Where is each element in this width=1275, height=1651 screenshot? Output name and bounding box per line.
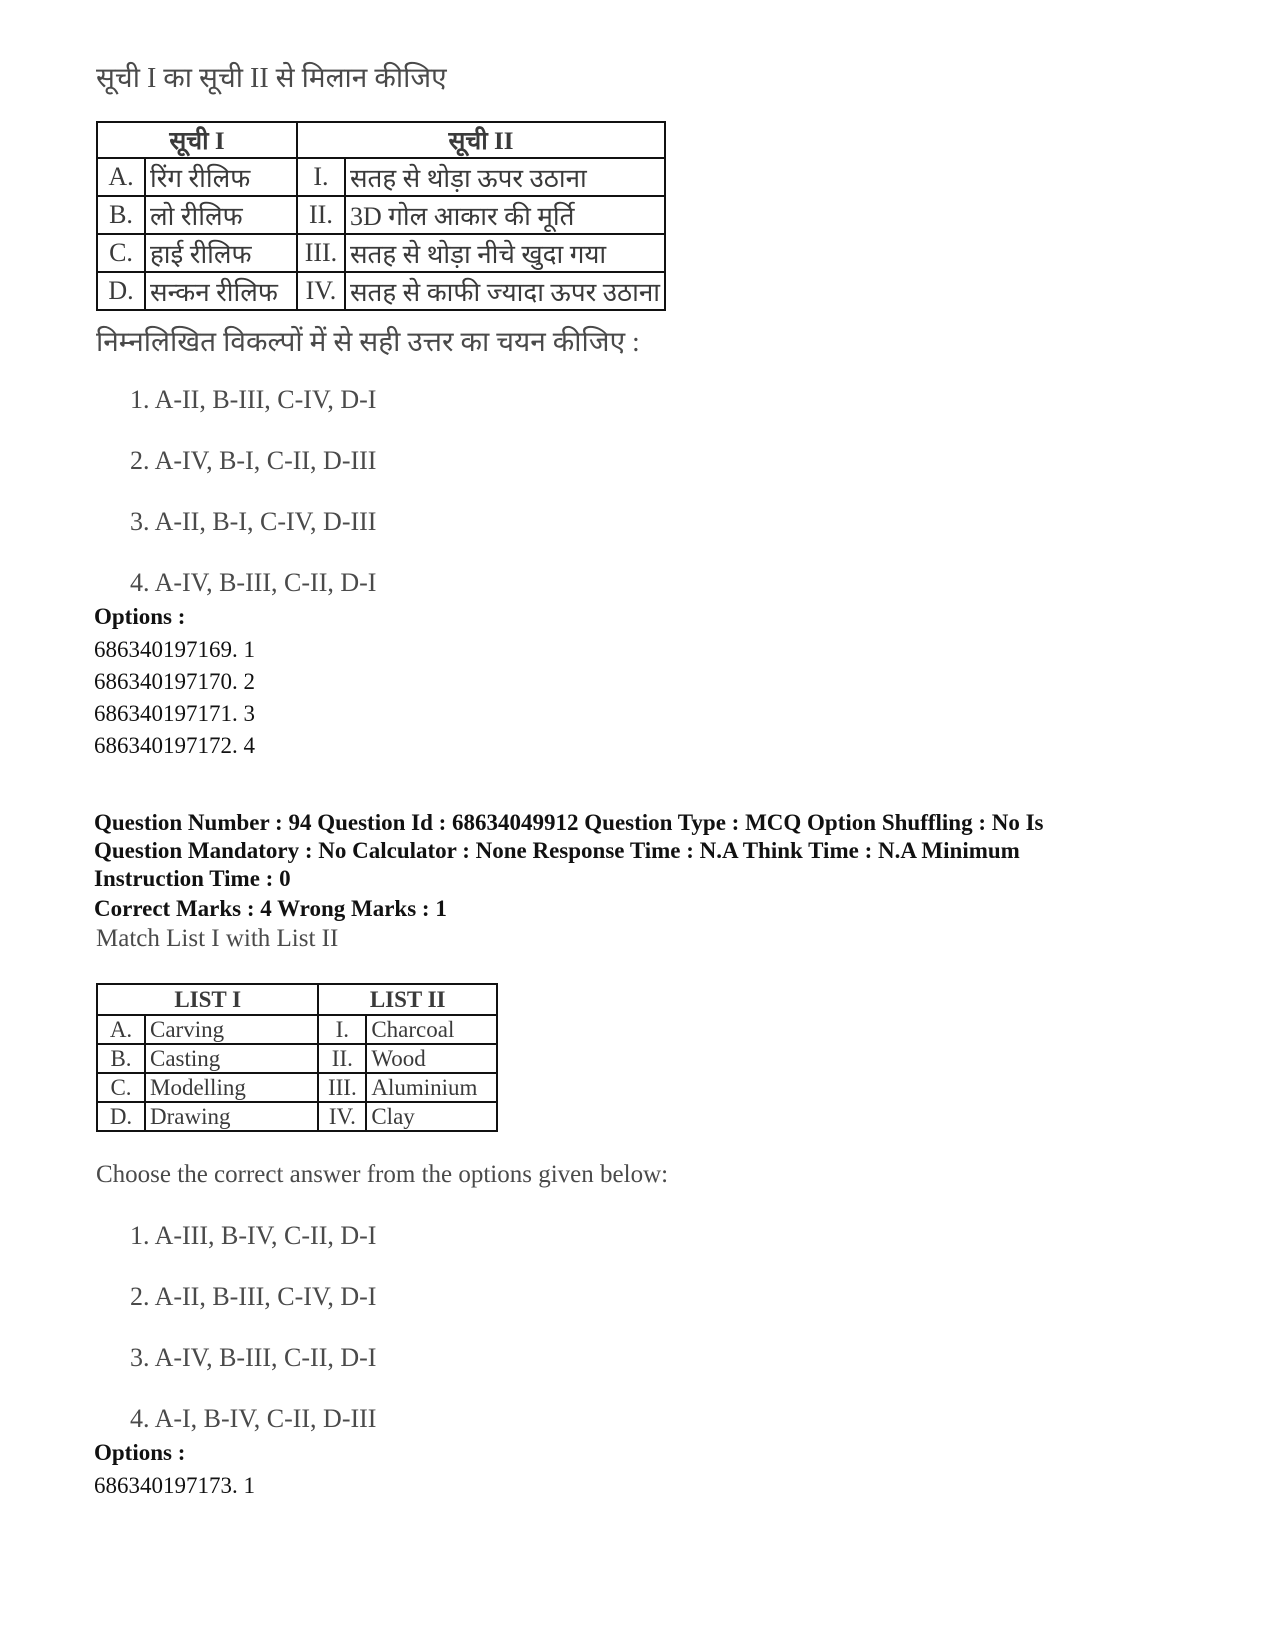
row-roman: IV. <box>297 272 345 310</box>
q93-match-table <box>96 121 666 311</box>
q93-options-label: Options : <box>94 604 186 629</box>
q93-header-list2: सूची II <box>297 122 665 158</box>
list1-cell: लो रीलिफ <box>145 196 297 234</box>
list1-cell: सन्कन रीलिफ <box>145 272 297 310</box>
q94-instruction: Match List I with List II <box>96 925 339 952</box>
q93-option-id-3: 686340197171. 3 <box>94 701 255 726</box>
q94-match-table <box>96 983 498 1132</box>
q94-marks: Correct Marks : 4 Wrong Marks : 1 <box>94 896 447 921</box>
q94-meta-line1: Question Number : 94 Question Id : 68634049912 Question Type : MCQ Option Shuffling : No Is <box>94 810 1044 835</box>
row-roman: III. <box>318 1073 366 1102</box>
list2-cell: Wood <box>366 1044 497 1073</box>
q94-options-label: Options : <box>94 1440 186 1465</box>
q94-option-id-1: 686340197173. 1 <box>94 1473 255 1498</box>
row-key: B. <box>97 1044 145 1073</box>
q94-meta-line3: Instruction Time : 0 <box>94 866 291 891</box>
list2-cell: Clay <box>366 1102 497 1131</box>
row-roman: IV. <box>318 1102 366 1131</box>
q94-meta <box>94 809 1204 893</box>
row-key: C. <box>97 234 145 272</box>
row-key: D. <box>97 272 145 310</box>
list1-cell: हाई रीलिफ <box>145 234 297 272</box>
q93-option-id-1: 686340197169. 1 <box>94 637 255 662</box>
q94-choice-2: 2. A-II, B-III, C-IV, D-I <box>130 1282 377 1311</box>
q94-choice-4: 4. A-I, B-IV, C-II, D-III <box>130 1404 377 1433</box>
q93-prompt: निम्नलिखित विकल्पों में से सही उत्तर का चयन कीजिए : <box>96 327 640 358</box>
table-row <box>97 1015 497 1044</box>
row-key: A. <box>97 158 145 196</box>
q94-header-list2: LIST II <box>318 984 497 1015</box>
row-roman: I. <box>297 158 345 196</box>
q94-meta-line2: Question Mandatory : No Calculator : None Response Time : N.A Think Time : N.A Minimum <box>94 838 1020 863</box>
q93-choice-1: 1. A-II, B-III, C-IV, D-I <box>130 385 377 414</box>
list1-cell: Carving <box>145 1015 318 1044</box>
q94-header-list1: LIST I <box>97 984 318 1015</box>
q94-choice-1: 1. A-III, B-IV, C-II, D-I <box>130 1221 377 1250</box>
row-key: C. <box>97 1073 145 1102</box>
q94-choice-3: 3. A-IV, B-III, C-II, D-I <box>130 1343 377 1372</box>
list2-cell: 3D गोल आकार की मूर्ति <box>345 196 665 234</box>
row-roman: II. <box>318 1044 366 1073</box>
table-row <box>97 158 665 196</box>
q93-choice-3: 3. A-II, B-I, C-IV, D-III <box>130 507 377 536</box>
table-row <box>97 272 665 310</box>
table-row <box>97 1073 497 1102</box>
q93-instruction: सूची I का सूची II से मिलान कीजिए <box>96 63 447 94</box>
row-roman: II. <box>297 196 345 234</box>
list1-cell: Modelling <box>145 1073 318 1102</box>
list2-cell: Charcoal <box>366 1015 497 1044</box>
table-row <box>97 1102 497 1131</box>
q94-prompt: Choose the correct answer from the options given below: <box>96 1161 669 1188</box>
row-key: B. <box>97 196 145 234</box>
q93-option-id-4: 686340197172. 4 <box>94 733 255 758</box>
table-row <box>97 234 665 272</box>
list2-cell: सतह से थोड़ा नीचे खुदा गया <box>345 234 665 272</box>
list2-cell: Aluminium <box>366 1073 497 1102</box>
q93-choice-4: 4. A-IV, B-III, C-II, D-I <box>130 568 377 597</box>
row-roman: I. <box>318 1015 366 1044</box>
table-row <box>97 1044 497 1073</box>
table-row <box>97 196 665 234</box>
q93-option-id-2: 686340197170. 2 <box>94 669 255 694</box>
list2-cell: सतह से काफी ज्यादा ऊपर उठाना <box>345 272 665 310</box>
q93-header-list1: सूची I <box>97 122 297 158</box>
row-roman: III. <box>297 234 345 272</box>
list2-cell: सतह से थोड़ा ऊपर उठाना <box>345 158 665 196</box>
q93-choice-2: 2. A-IV, B-I, C-II, D-III <box>130 446 377 475</box>
list1-cell: Drawing <box>145 1102 318 1131</box>
list1-cell: रिंग रीलिफ <box>145 158 297 196</box>
row-key: A. <box>97 1015 145 1044</box>
list1-cell: Casting <box>145 1044 318 1073</box>
row-key: D. <box>97 1102 145 1131</box>
